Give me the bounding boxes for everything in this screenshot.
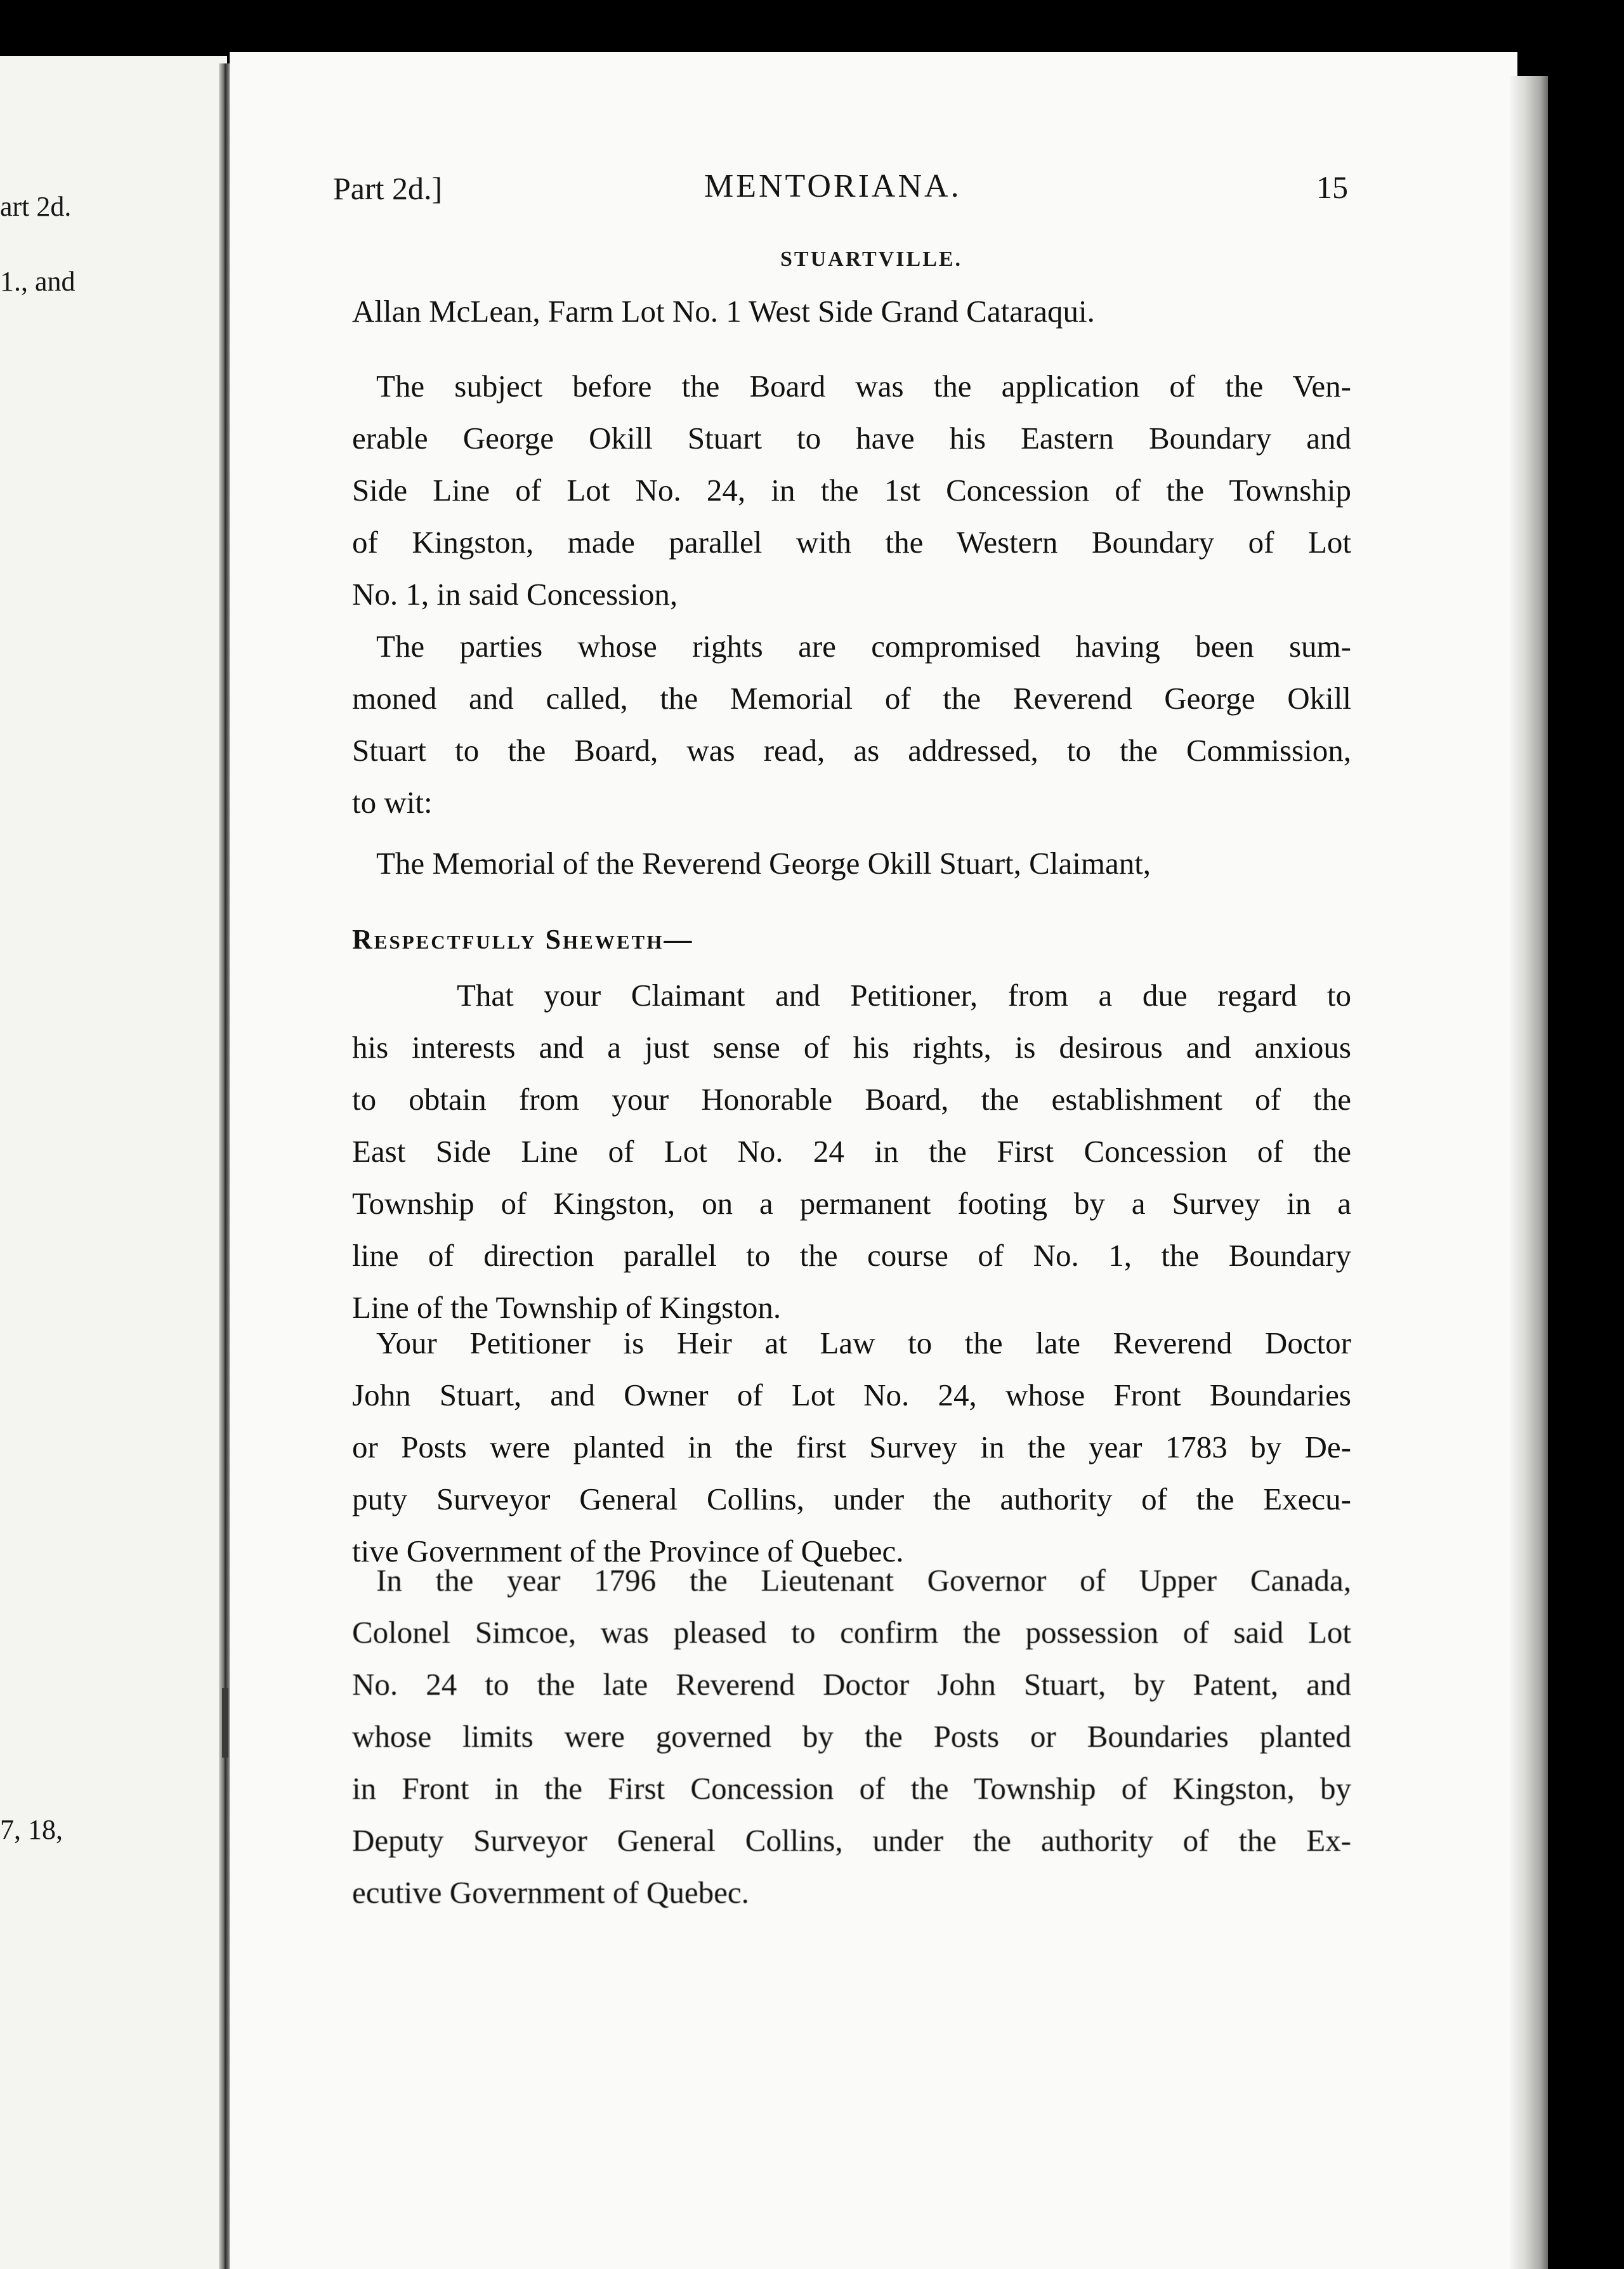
spine-mark <box>222 1688 228 1758</box>
running-header-part: Part 2d.] <box>333 171 443 206</box>
respectfully-sheweth: Respectfully Sheweth— <box>352 924 694 955</box>
page-number: 15 <box>1316 169 1348 205</box>
section-subheading: STUARTVILLE. <box>780 247 963 271</box>
paragraph: The subject before the Board was the application of the Ven- erable George Okill Stuart to have his Eastern Boundary and Side Line of Lot No. 24, in the 1st Concession of the Township of Kingston, made parallel with the Western Boundary of Lot No. 1, in said Concession, <box>352 369 1351 612</box>
page-edge <box>1510 76 1548 2269</box>
memorial-heading: The Memorial of the Reverend George Okill Stuart, Claimant, <box>376 846 1151 881</box>
paragraph: The parties whose rights are compromised having been sum- moned and called, the Memorial of the Reverend George Okill Stuart to the Board, was read, as addressed, to the Commission, to wit: <box>352 629 1351 820</box>
page-gutter <box>219 63 230 2269</box>
left-page-fragment: art 2d. <box>0 191 72 222</box>
left-page-fragment: 7, 18, <box>0 1814 63 1845</box>
petition-paragraph: Your Petitioner is Heir at Law to the late Reverend Doctor John Stuart, and Owner of Lot No. 24, whose Front Boundaries or Posts were planted in the first Survey in the year 1783 by De- puty Surveyor General Collins, under the authority of the Execu- tive Government of the Province of Quebec. <box>352 1325 1351 1569</box>
farm-lot-heading: Allan McLean, Farm Lot No. 1 West Side Grand Cataraqui. <box>352 294 1095 329</box>
left-page <box>0 56 227 2269</box>
running-header-title: MENTORIANA. <box>704 168 962 204</box>
petition-paragraph: In the year 1796 the Lieutenant Governor of Upper Canada, Colonel Simcoe, was pleased to confirm the possession of said Lot No. 24 to the late Reverend Doctor John Stuart, by Patent, and whose limits were governed by the Posts or Boundaries planted in Front in the First Concession of the Township of Kingston, by Deputy Surveyor General Collins, under the authority of the Ex- ecutive Government of Quebec. <box>352 1563 1351 1910</box>
petition-paragraph: That your Claimant and Petitioner, from a due regard to his interests and a just sense of his rights, is desirous and anxious to obtain from your Honorable Board, the establishment of the East Side Line of Lot No. 24 in the First Concession of the Township of Kingston, on a permanent footing by a Survey in a line of direction parallel to the course of No. 1, the Boundary Line of the Township of Kingston. <box>352 978 1351 1325</box>
left-page-fragment: 1., and <box>0 266 75 297</box>
